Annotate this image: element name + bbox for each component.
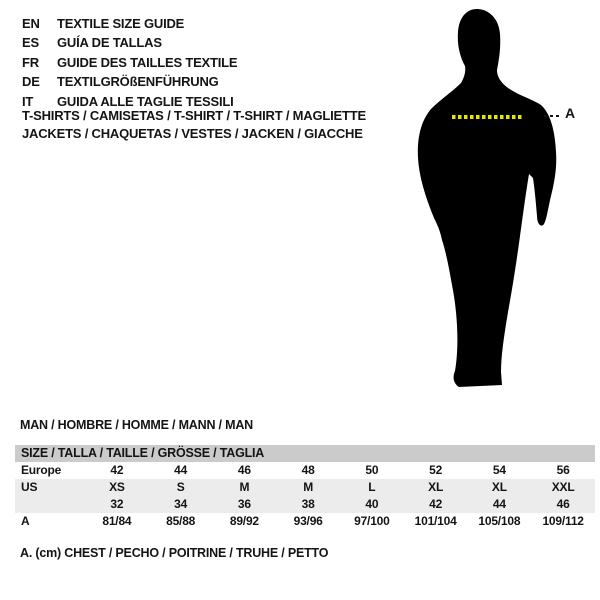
language-label: TEXTILGRÖßENFÜHRUNG: [57, 74, 219, 90]
table-cell: 42: [110, 463, 124, 477]
table-cell: 54: [492, 463, 506, 477]
measure-footnote: A. (cm) CHEST / PECHO / POITRINE / TRUHE / PETTO: [20, 546, 329, 560]
table-cell: 81/84: [102, 514, 132, 528]
language-label: GUIDE DES TAILLES TEXTILE: [57, 54, 238, 70]
table-cell: 101/104: [414, 514, 457, 528]
language-code: EN: [22, 16, 40, 31]
table-cell: 44: [492, 497, 506, 511]
size-table: [15, 445, 595, 530]
table-cell: XL: [428, 480, 444, 494]
size-table-header: SIZE / TALLA / TAILLE / GRÖSSE / TAGLIA: [15, 445, 595, 462]
table-cell: M: [239, 480, 250, 494]
language-label: TEXTILE SIZE GUIDE: [57, 16, 185, 31]
table-row-chest-a: [15, 513, 595, 530]
table-cell: S: [176, 480, 185, 494]
table-row-us-letters: [15, 479, 595, 496]
table-cell: 38: [301, 497, 315, 511]
table-cell: 46: [237, 463, 251, 477]
category-line-tshirts: T-SHIRTS / CAMISETAS / T-SHIRT / T-SHIRT / MAGLIETTE: [22, 108, 366, 123]
table-cell: XL: [491, 480, 507, 494]
table-cell: 56: [556, 463, 570, 477]
table-cell: 89/92: [229, 514, 259, 528]
table-cell: 85/88: [166, 514, 196, 528]
language-code: FR: [22, 54, 39, 70]
table-cell: 36: [237, 497, 251, 511]
table-cell: M: [303, 480, 314, 494]
section-title-man: MAN / HOMBRE / HOMME / MANN / MAN: [20, 418, 253, 432]
table-cell: 32: [110, 497, 124, 511]
row-label: US: [21, 480, 38, 494]
category-line-jackets: JACKETS / CHAQUETAS / VESTES / JACKEN / GIACCHE: [22, 125, 363, 141]
man-silhouette-shape: [418, 9, 556, 387]
table-cell: 34: [174, 497, 188, 511]
measure-label-a: A: [565, 105, 576, 121]
table-cell: 46: [556, 497, 570, 511]
table-cell: 44: [174, 463, 188, 477]
row-label: A: [21, 514, 30, 528]
language-code: DE: [22, 74, 40, 90]
language-label: GUÍA DE TALLAS: [57, 35, 162, 51]
table-cell: 105/108: [478, 514, 521, 528]
table-row-us-numbers: [15, 496, 595, 513]
language-code: IT: [22, 93, 34, 109]
table-cell: XXL: [551, 480, 575, 494]
table-cell: 52: [429, 463, 443, 477]
row-label: Europe: [21, 463, 62, 477]
table-row-europe: [15, 462, 595, 479]
table-cell: 50: [365, 463, 379, 477]
table-cell: 40: [365, 497, 379, 511]
row-label: [15, 496, 85, 513]
table-cell: 109/112: [542, 514, 584, 528]
table-cell: 42: [429, 497, 443, 511]
language-label: GUIDA ALLE TAGLIE TESSILI: [57, 93, 234, 109]
table-cell: 93/96: [293, 514, 323, 528]
table-cell: XS: [109, 480, 125, 494]
table-cell: 48: [301, 463, 315, 477]
table-cell: L: [368, 480, 376, 494]
table-cell: 97/100: [354, 514, 390, 528]
language-code: ES: [22, 35, 39, 51]
